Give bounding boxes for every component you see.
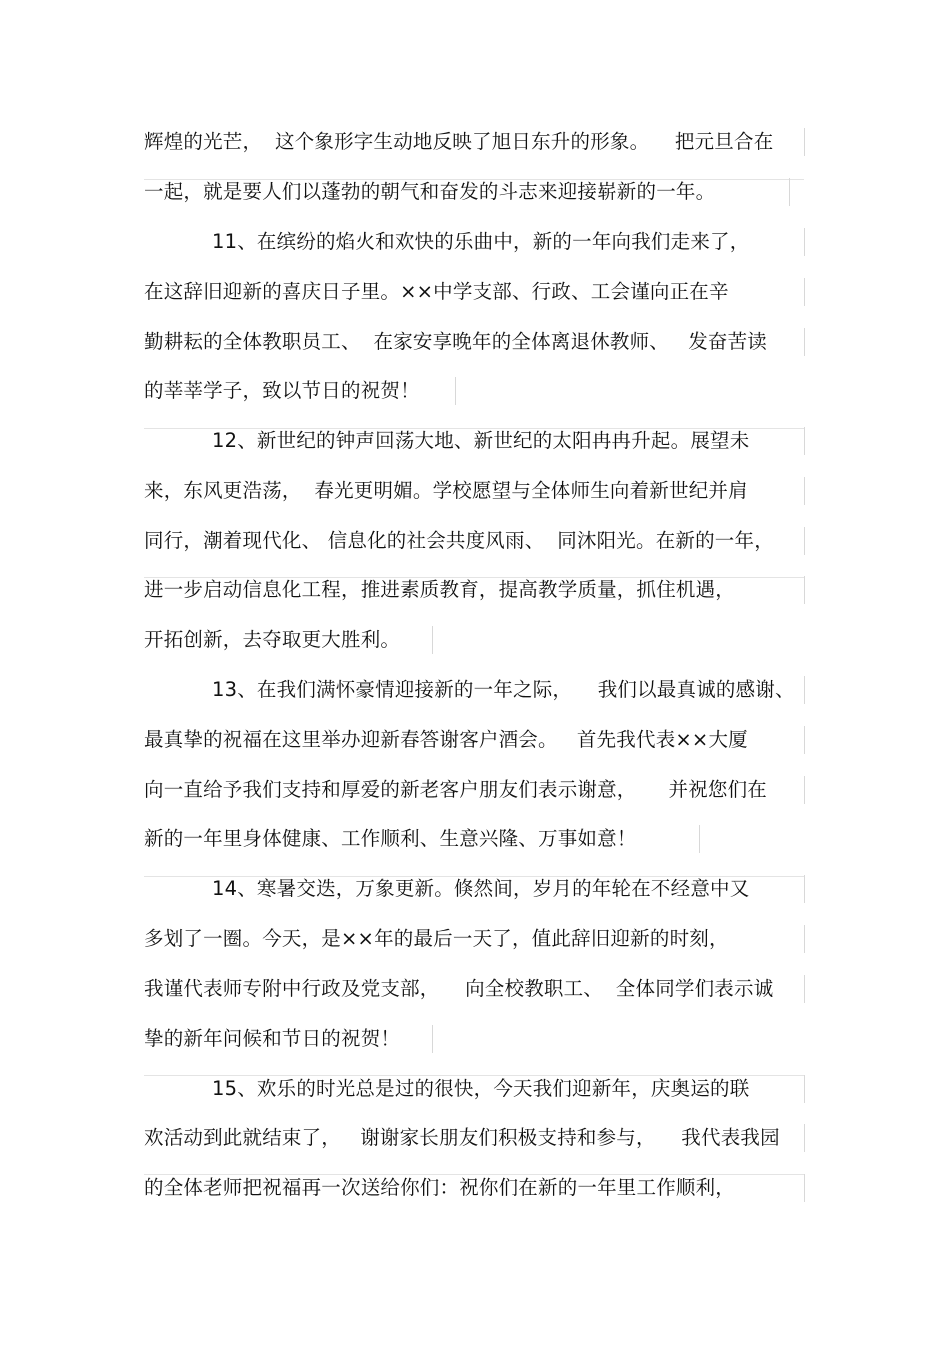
paragraph-start-14: 14、寒暑交迭，万象更新。倏然间，岁月的年轮在不经意中又 xyxy=(212,877,750,900)
edge-tick xyxy=(455,377,456,405)
edge-tick xyxy=(804,1174,805,1202)
text-line: 开拓创新，去夺取更大胜利。 xyxy=(144,628,401,651)
text-line: 最真挚的祝福在这里举办迎新春答谢客户酒会。 首先我代表××大厦 xyxy=(144,728,748,751)
text-line: 挚的新年问候和节日的祝贺！ xyxy=(144,1027,401,1050)
text-line: 新的一年里身体健康、工作顺利、生意兴隆、万事如意！ xyxy=(144,827,637,850)
text-line: 辉煌的光芒， 这个象形字生动地反映了旭日东升的形象。 把元旦合在 xyxy=(144,130,774,153)
edge-tick xyxy=(804,128,805,156)
edge-tick xyxy=(804,875,805,903)
text-line: 勤耕耘的全体教职员工、 在家安享晚年的全体离退休教师、 发奋苦读 xyxy=(144,330,767,353)
edge-tick xyxy=(804,925,805,953)
separator-line xyxy=(144,577,804,578)
edge-tick xyxy=(804,676,805,704)
edge-tick xyxy=(804,726,805,754)
text-line: 的莘莘学子，致以节日的祝贺！ xyxy=(144,379,420,402)
separator-line xyxy=(144,1075,804,1076)
paragraph-start-12: 12、新世纪的钟声回荡大地、新世纪的太阳冉冉升起。展望未 xyxy=(212,429,750,452)
separator-line xyxy=(144,179,804,180)
text-line: 同行，潮着现代化、 信息化的社会共度风雨、 同沐阳光。在新的一年， xyxy=(144,529,774,552)
text-line: 向一直给予我们支持和厚爱的新老客户朋友们表示谢意， 并祝您们在 xyxy=(144,778,767,801)
edge-tick xyxy=(432,1025,433,1053)
edge-tick xyxy=(804,1124,805,1152)
text-line: 欢活动到此就结束了， 谢谢家长朋友们积极支持和参与， 我代表我园 xyxy=(144,1126,780,1149)
edge-tick xyxy=(804,776,805,804)
edge-tick xyxy=(804,576,805,604)
edge-tick xyxy=(432,626,433,654)
edge-tick xyxy=(804,328,805,356)
edge-tick xyxy=(804,975,805,1003)
paragraph-start-15: 15、欢乐的时光总是过的很快，今天我们迎新年，庆奥运的联 xyxy=(212,1077,750,1100)
edge-tick xyxy=(804,1075,805,1103)
separator-line xyxy=(144,428,804,429)
edge-tick xyxy=(789,178,790,206)
text-line: 在这辞旧迎新的喜庆日子里。××中学支部、行政、工会谨向正在辛 xyxy=(144,280,729,303)
edge-tick xyxy=(699,825,700,853)
edge-tick xyxy=(804,527,805,555)
edge-tick xyxy=(804,228,805,256)
paragraph-start-11: 11、在缤纷的焰火和欢快的乐曲中，新的一年向我们走来了， xyxy=(212,230,750,253)
text-line: 多划了一圈。今天，是××年的最后一天了，值此辞旧迎新的时刻， xyxy=(144,927,729,950)
text-line: 来，东风更浩荡， 春光更明媚。学校愿望与全体师生向着新世纪并肩 xyxy=(144,479,748,502)
edge-tick xyxy=(804,427,805,455)
edge-tick xyxy=(804,477,805,505)
text-line: 的全体老师把祝福再一次送给你们：祝你们在新的一年里工作顺利， xyxy=(144,1176,736,1199)
separator-line xyxy=(144,1174,804,1175)
edge-tick xyxy=(804,278,805,306)
text-line: 我谨代表师专附中行政及党支部， 向全校教职工、 全体同学们表示诚 xyxy=(144,977,774,1000)
text-line: 一起，就是要人们以蓬勃的朝气和奋发的斗志来迎接崭新的一年。 xyxy=(144,180,716,203)
separator-line xyxy=(144,876,804,877)
text-line: 进一步启动信息化工程，推进素质教育，提高教学质量，抓住机遇， xyxy=(144,578,736,601)
paragraph-start-13: 13、在我们满怀豪情迎接新的一年之际， 我们以最真诚的感谢、 xyxy=(212,678,795,701)
